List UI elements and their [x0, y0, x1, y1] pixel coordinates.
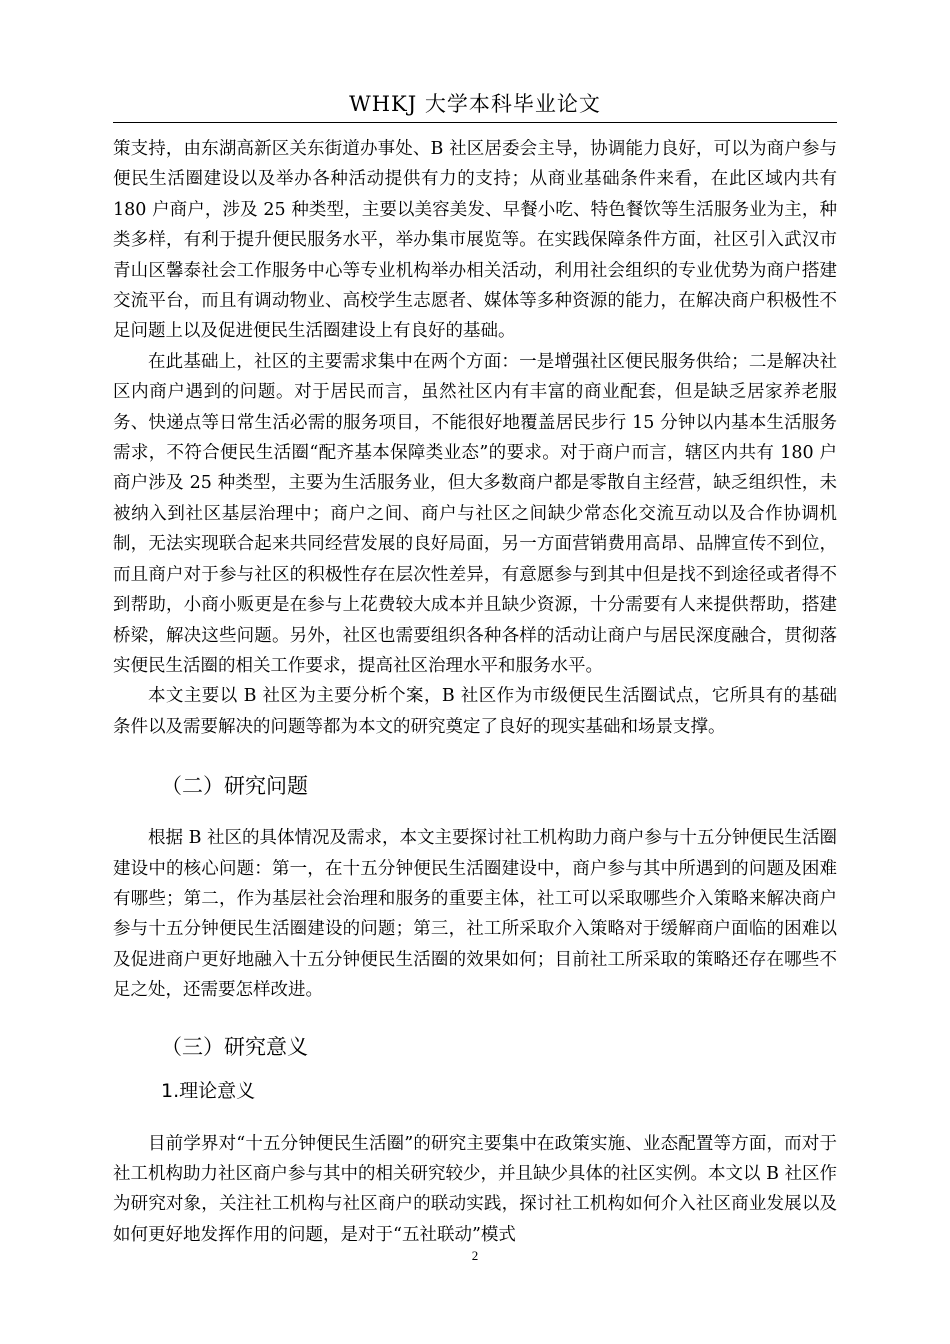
section-heading-research-question: （二）研究问题	[161, 774, 308, 799]
paragraph: 目前学界对“十五分钟便民生活圈”的研究主要集中在政策实施、业态配置等方面，而对于社工机构助力社区商户参与其中的相关研究较少，并且缺少具体的社区实例。本文以 B 社区作为研究对象，关注社工机构与社区商户的联动实践，探讨社工机构如何介入社区商业发展以及如何更好地发挥作用的问题，是对于“五社联动”模式	[113, 1133, 837, 1245]
paragraph: 策支持，由东湖高新区关东街道办事处、B 社区居委会主导，协调能力良好，可以为商户参与便民生活圈建设以及举办各种活动提供有力的支持；从商业基础条件来看，在此区域内共有 180 户商户，涉及 25 种类型，主要以美容美发、早餐小吃、特色餐饮等生活服务业为主，种类多样，有利于提升便民服务水平，举办集市展览等。在实践保障条件方面，社区引入武汉市青山区馨泰社会工作服务中心等专业机构举办相关活动，利用社会组织的专业优势为商户搭建交流平台，而且有调动物业、高校学生志愿者、媒体等多种资源的能力，在解决商户积极性不足问题上以及促进便民生活圈建设上有良好的基础。	[113, 139, 837, 342]
page-header: WHKJ 大学本科毕业论文	[113, 88, 837, 123]
paragraph: 在此基础上，社区的主要需求集中在两个方面：一是增强社区便民服务供给；二是解决社区内商户遇到的问题。对于居民而言，虽然社区内有丰富的商业配套，但是缺乏居家养老服务、快递点等日常生活必需的服务项目，不能很好地覆盖居民步行 15 分钟以内基本生活服务需求，不符合便民生活圈“配齐基本保障类业态”的要求。对于商户而言，辖区内共有 180 户商户涉及 25 种类型，主要为生活服务业，但大多数商户都是零散自主经营，缺乏组织性，未被纳入到社区基层治理中；商户之间、商户与社区之间缺少常态化交流互动以及合作协调机制，无法实现联合起来共同经营发展的良好局面，另一方面营销费用高昂、品牌宣传不到位，而且商户对于参与社区的积极性存在层次性差异，有意愿参与到其中但是找不到途径或者得不到帮助，小商小贩更是在参与上花费较大成本并且缺少资源，十分需要有人来提供帮助，搭建桥梁，解决这些问题。另外，社区也需要组织各种各样的活动让商户与居民深度融合，贯彻落实便民生活圈的相关工作要求，提高社区治理水平和服务水平。	[113, 351, 837, 676]
body-text	[113, 134, 837, 1250]
paragraph: 根据 B 社区的具体情况及需求，本文主要探讨社工机构助力商户参与十五分钟便民生活圈建设中的核心问题：第一，在十五分钟便民生活圈建设中，商户参与其中所遇到的问题及困难有哪些；第二，作为基层社会治理和服务的重要主体，社工可以采取哪些介入策略来解决商户参与十五分钟便民生活圈建设的问题；第三，社工所采取介入策略对于缓解商户面临的困难以及促进商户更好地融入十五分钟便民生活圈的效果如何；目前社工所采取的策略还存在哪些不足之处，还需要怎样改进。	[113, 828, 837, 1001]
section-heading-research-significance: （三）研究意义	[161, 1034, 308, 1059]
page-number: 2	[471, 1248, 479, 1263]
subsection-heading-theoretical-significance: 1.理论意义	[161, 1079, 256, 1102]
paragraph: 本文主要以 B 社区为主要分析个案，B 社区作为市级便民生活圈试点，它所具有的基础条件以及需要解决的问题等都为本文的研究奠定了良好的现实基础和场景支撑。	[113, 686, 837, 737]
